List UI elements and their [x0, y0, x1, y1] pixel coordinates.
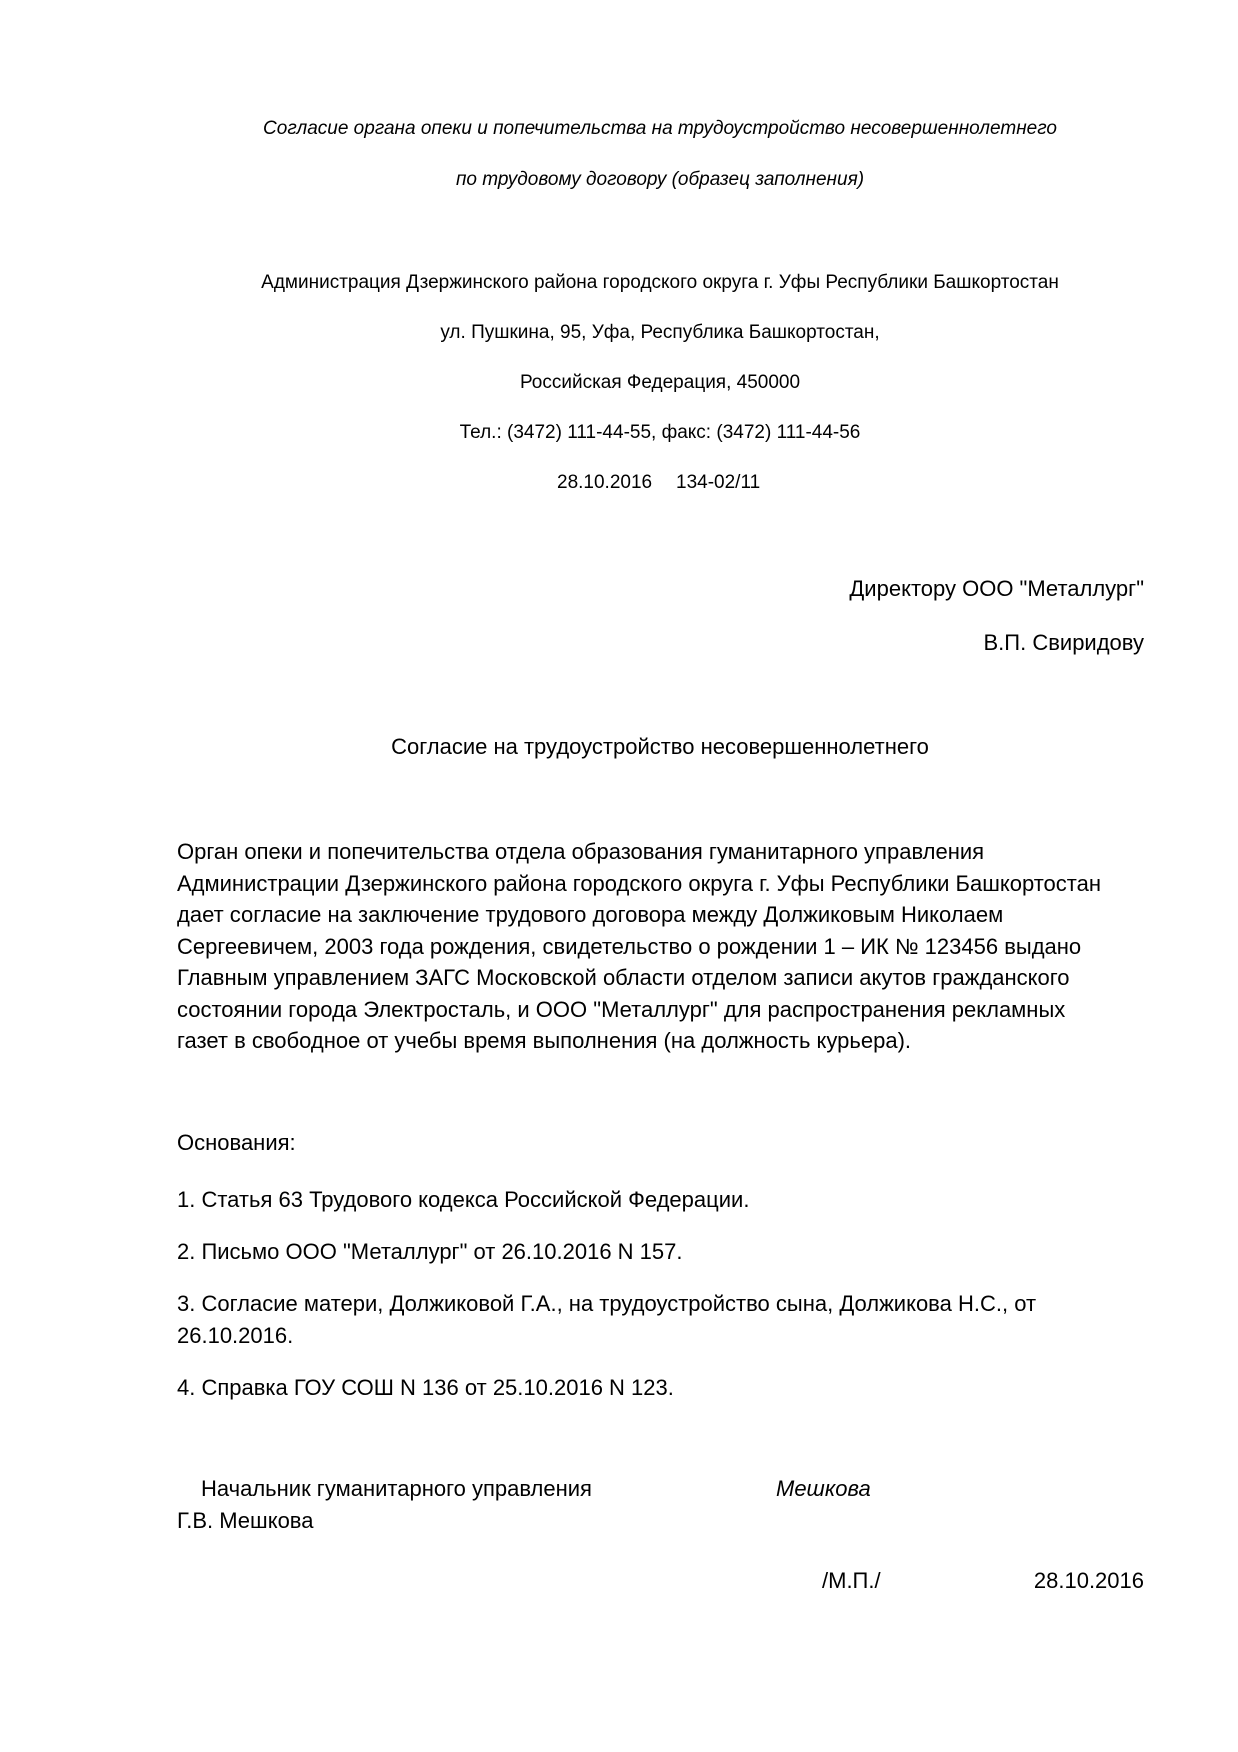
signature-date: 28.10.2016 — [1033, 1568, 1144, 1593]
body-line: Главным управлением ЗАГС Московской области отделом записи акутов гражданского — [177, 965, 1070, 990]
basis-item — [177, 1184, 1157, 1216]
body-line: состоянии города Электросталь, и ООО "Металлург" для распространения рекламных — [177, 996, 1066, 1022]
document-title-line2: по трудовому договору (образец заполнения) — [455, 169, 865, 190]
signatory-name: Г.В. Мешкова — [177, 1508, 314, 1533]
document-heading: Согласие на трудоустройство несовершеннолетнего — [391, 734, 929, 759]
document-title-line1: Согласие органа опеки и попечительства на трудоустройство несовершеннолетнего — [263, 118, 1057, 139]
body-line: дает согласие на заключение трудового договора между Должиковым Николаем — [177, 902, 1004, 927]
basis-item — [177, 1372, 1157, 1404]
signatory-position: Начальник гуманитарного управления — [201, 1476, 592, 1501]
basis-item — [177, 1236, 1157, 1268]
sender-address-line1: ул. Пушкина, 95, Уфа, Республика Башкортостан, — [440, 322, 880, 343]
basis-item — [177, 1288, 1157, 1351]
basis-item-text: 4. Справка ГОУ СОШ N 136 от 25.10.2016 N 123. — [177, 1375, 674, 1400]
sender-date: 28.10.2016 — [557, 472, 653, 493]
basis-item-text: 3. Согласие матери, Должиковой Г.А., на трудоустройство сына, Должикова Н.С., от — [177, 1291, 1037, 1316]
sender-phone: Тел.: (3472) 111-44-55, факс: (3472) 111-44-56 — [459, 422, 861, 443]
sender-address-line2: Российская Федерация, 450000 — [519, 372, 801, 393]
basis-item-text: 1. Статья 63 Трудового кодекса Российской Федерации. — [177, 1187, 750, 1212]
basis-item-text: 26.10.2016. — [177, 1322, 294, 1348]
body-line: Сергеевичем, 2003 года рождения, свидетельство о рождении 1 – ИК № 123456 выдано — [177, 933, 1082, 959]
basis-heading: Основания: — [177, 1130, 296, 1155]
basis-item-text: 2. Письмо ООО "Металлург" от 26.10.2016 N 157. — [177, 1239, 683, 1264]
sender-org: Администрация Дзержинского района городского округа г. Уфы Республики Башкортостан — [261, 272, 1059, 293]
recipient-position: Директору ООО "Металлург" — [849, 576, 1144, 601]
recipient-name: В.П. Свиридову — [983, 630, 1144, 655]
body-line: газет в свободное от учебы время выполнения (на должность курьера). — [177, 1028, 912, 1053]
body-line: Орган опеки и попечительства отдела образования гуманитарного управления — [177, 839, 985, 864]
sender-number: 134-02/11 — [676, 472, 761, 493]
document-body — [177, 836, 1157, 1057]
handwritten-signature: Мешкова — [776, 1476, 871, 1501]
seal-mark: /М.П./ — [822, 1568, 881, 1593]
body-line: Администрации Дзержинского района городского округа г. Уфы Республики Башкортостан — [177, 870, 1102, 896]
